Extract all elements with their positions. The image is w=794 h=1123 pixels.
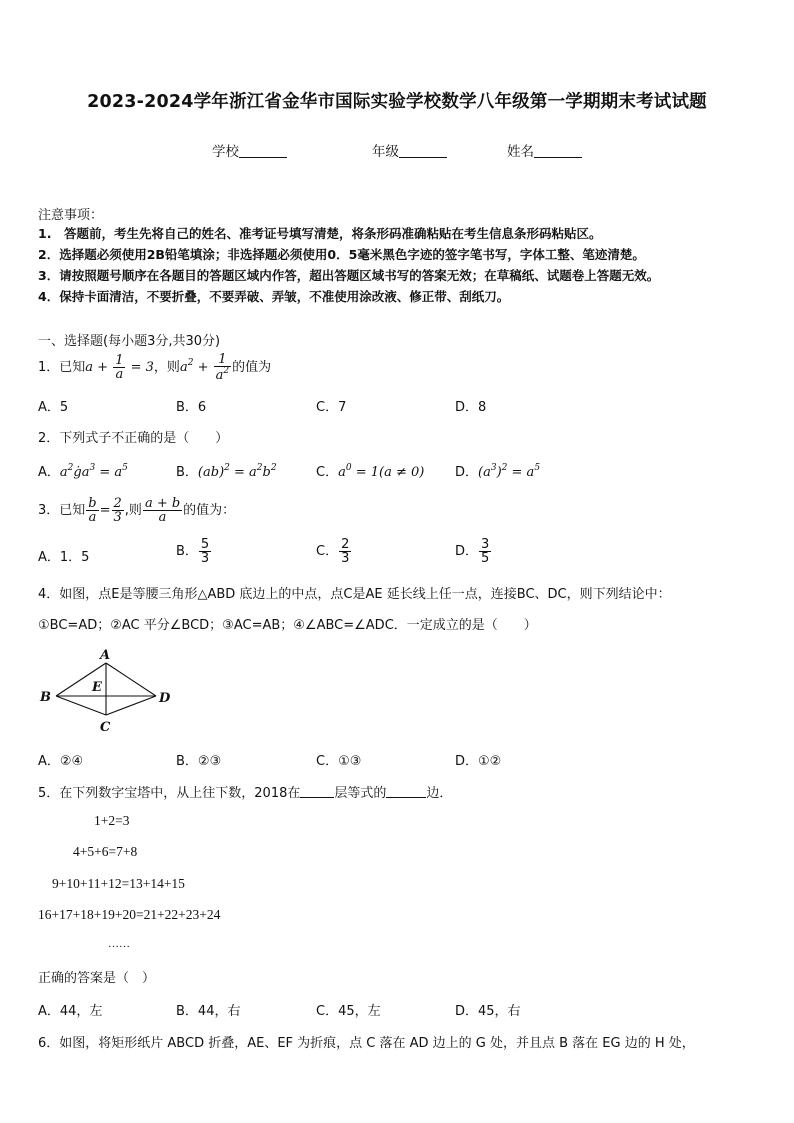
q2-option-a-formula: $a^2ġa^3 = a^5$ [59,463,128,480]
q1-option-b[interactable]: B．6 [176,400,207,415]
notice-heading: 注意事项： [38,208,104,223]
tower-row-2: 4+5+6=7+8 [73,844,138,859]
q2-option-d-label: D． [455,465,479,480]
q3-option-d[interactable]: D． $\frac{3}{5}$ [455,537,490,566]
grade-field[interactable] [372,140,447,160]
q3-option-b[interactable]: B． $\frac{5}{3}$ [176,537,210,566]
q2-option-a-label: A． [38,465,60,480]
q5-part-1: 5．在下列数字宝塔中，从上往下数，2018在 [38,786,301,801]
q3-formula-2: $\frac{a + b}{a}$ [144,496,181,525]
q2-option-b[interactable] [176,461,277,480]
q5-option-c[interactable]: C．45，左 [316,1004,381,1019]
question-1 [38,353,271,382]
school-blank[interactable] [239,144,287,158]
q5-answer-prompt: 正确的答案是（ ） [38,971,156,986]
q1-option-d[interactable]: D．8 [455,400,487,415]
q5-blank-2[interactable] [386,785,426,798]
line-ad [106,663,156,696]
q1-option-a[interactable]: A．5 [38,400,69,415]
q4-option-c[interactable]: C．①③ [316,754,362,769]
school-field[interactable] [212,140,287,160]
q5-option-b[interactable]: B．44，右 [176,1004,241,1019]
q3-prefix: 3．已知 [38,503,86,518]
q3-option-d-label: D． [455,544,479,559]
grade-label: 年级 [372,144,399,160]
question-2: 2．下列式子不正确的是（ ） [38,431,229,446]
q3-option-b-label: B． [176,544,198,559]
tower-row-3: 9+10+11+12=13+14+15 [52,876,185,891]
q1-prefix: 1．已知 [38,360,86,375]
notice-item-1: 1. 答题前，考生先将自己的姓名、准考证号填写清楚，将条形码准确粘贴在考生信息条形码粘贴区。 [38,226,602,241]
q4-option-a[interactable]: A．②④ [38,754,84,769]
q2-option-d[interactable] [455,461,540,480]
q4-figure [36,645,181,735]
q1-formula-1: a + $\frac{1}{a}$ = 3 [85,353,154,382]
q3-formula-1: $\frac{b}{a}$ = $\frac{2}{3}$ [88,496,122,525]
name-field[interactable] [507,140,582,160]
q4-option-d[interactable]: D．①② [455,754,502,769]
q3-mid: ,则 [124,503,142,518]
school-label: 学校 [212,144,239,160]
q1-mid: ，则 [153,360,180,375]
line-bc [56,696,106,715]
tower-row-1: 1+2=3 [94,813,130,828]
question-3 [38,497,235,524]
q2-option-a[interactable] [38,461,128,480]
label-a: A [100,648,111,663]
q1-option-c[interactable]: C．7 [316,400,347,415]
q2-option-b-label: B． [176,465,198,480]
section-choice-heading: 一、选择题(每小题3分,共30分) [38,334,221,349]
page-title: 2023-2024学年浙江省金华市国际实验学校数学八年级第一学期期末考试试题 [87,92,707,112]
q5-part-3: 边． [426,786,453,801]
q3-option-c-label: C． [316,544,339,559]
label-c: C [100,720,111,735]
question-6: 6．如图，将矩形纸片 ABCD 折叠，AE、EF 为折痕，点 C 落在 AD 边上的 G 处，并且点 B 落在 EG 边的 H 处， [38,1036,695,1051]
q3-suffix: 的值为： [183,503,236,518]
name-blank[interactable] [534,144,582,158]
question-4-line-2: ①BC=AD；②AC 平分∠BCD；③AC=AB；④∠ABC=∠ADC．一定成立的是（ ） [38,618,537,633]
label-d: D [159,691,171,706]
grade-blank[interactable] [399,144,447,158]
q2-option-c[interactable] [316,461,424,480]
notice-item-4: 4．保持卡面清洁，不要折叠，不要弄破、弄皱，不准使用涂改液、修正带、刮纸刀。 [38,289,510,304]
notice-item-2: 2．选择题必须使用2B铅笔填涂；非选择题必须使用0．5毫米黑色字迹的签字笔书写，字体工整、笔迹清楚。 [38,247,645,262]
q1-formula-2: $a^2$ + $\frac{1}{a^2}$ [179,352,230,383]
q5-part-2: 层等式的 [334,786,387,801]
q1-suffix: 的值为 [232,360,272,375]
q2-option-c-formula: $a^0 = 1(a \ne 0)$ [338,463,425,480]
label-e: E [92,680,102,695]
q5-option-a[interactable]: A．44，左 [38,1004,103,1019]
q3-option-a[interactable]: A．1．5 [38,550,90,565]
question-5 [38,782,452,801]
q2-option-d-formula: $(a^3)^2 = a^5$ [478,463,541,480]
line-cd [106,696,156,715]
q5-option-d[interactable]: D．45，右 [455,1004,521,1019]
q2-option-c-label: C． [316,465,339,480]
q4-option-b[interactable]: B．②③ [176,754,222,769]
tower-ellipsis: …… [108,938,130,950]
q3-option-c[interactable]: C． $\frac{2}{3}$ [316,537,350,566]
tower-row-4: 16+17+18+19+20=21+22+23+24 [38,907,221,922]
question-4-line-1: 4．如图，点E是等腰三角形△ABD 底边上的中点，点C是AE 延长线上任一点，连接BC、DC，则下列结论中： [38,587,671,602]
q2-option-b-formula: $(ab)^2 = a^2b^2$ [197,463,277,480]
label-b: B [40,690,51,705]
name-label: 姓名 [507,144,534,160]
notice-item-3: 3．请按照题号顺序在各题目的答题区域内作答，超出答题区域书写的答案无效；在草稿纸、试题卷上答题无效。 [38,268,660,283]
q5-blank-1[interactable] [300,785,334,798]
